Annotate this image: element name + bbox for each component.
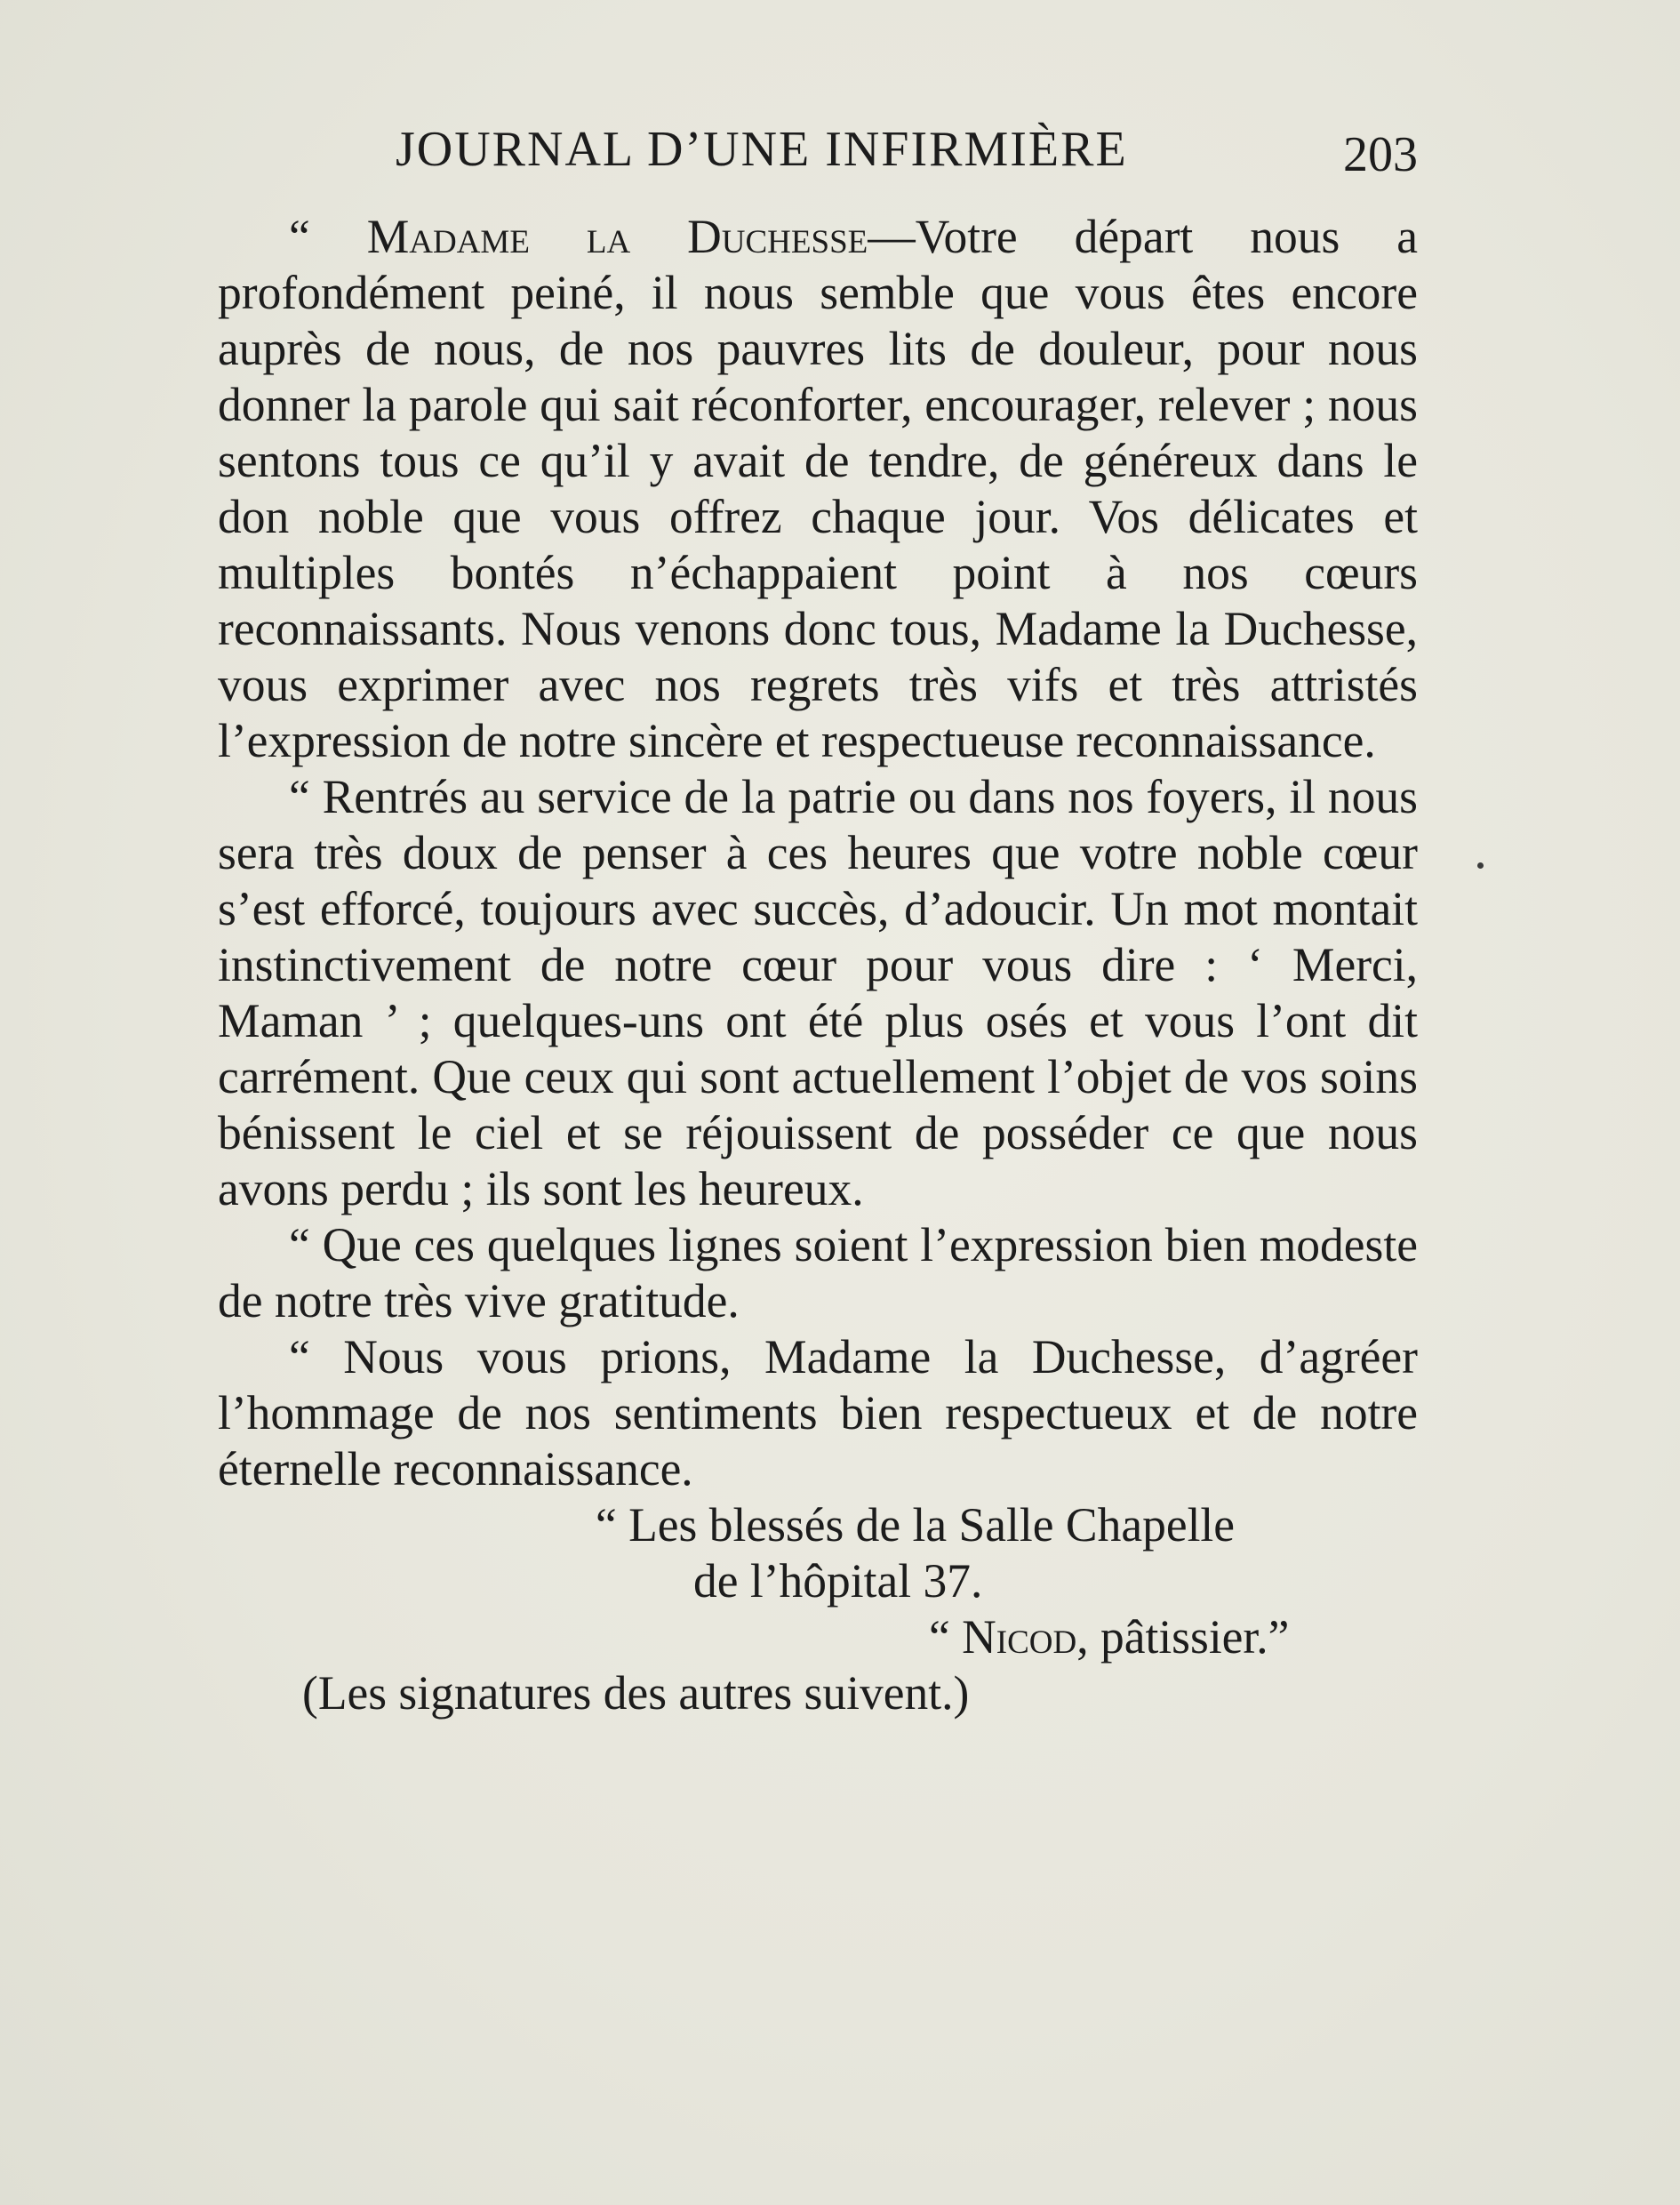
paragraph-1	[218, 209, 1418, 769]
signature-name: Nicod	[962, 1610, 1077, 1664]
closing-note: (Les signatures des autres suivent.)	[302, 1666, 970, 1720]
paragraph-1-text: —Votre départ nous a profondément peiné, il nous semble que vous êtes encore auprès de nous, de nos pauvres lits de douleur, pour nous donner la parole qui sait réconforter, encourager, relever ; nous sentons tous ce qu’il y avait de tendre, de généreux dans le don noble que vous offrez chaque jour. Vos délicates et multiples bontés n’échappaient point à nos cœurs reconnaissants. Nous venons donc tous, Madame la Duchesse, vous exprimer avec nos regrets très vifs et très attristés l’expression de notre sincère et respectueuse reconnaissance.	[218, 210, 1419, 767]
letter-text	[218, 209, 1418, 1721]
page-header	[218, 114, 1418, 185]
paragraph-4: “ Nous vous prions, Madame la Duchesse, d’agréer l’hommage de nos sentiments bien respectueux et de notre éternelle reconnaissance.	[218, 1330, 1418, 1495]
signature-line-2: de l’hôpital 37.	[693, 1554, 983, 1608]
running-title: JOURNAL D’UNE INFIRMIÈRE	[396, 122, 1128, 177]
salutation: Madame la Duchesse	[366, 210, 868, 263]
signature-line-3	[218, 1609, 1418, 1665]
signature-line-1: “ Les blessés de la Salle Chapelle	[596, 1498, 1236, 1552]
signature-open-quote: “	[929, 1610, 963, 1664]
signature-role: , pâtissier.”	[1076, 1610, 1290, 1664]
paragraph-2: “ Rentrés au service de la patrie ou dans nos foyers, il nous sera très doux de penser à ces heures que votre noble cœur s’est efforcé, toujours avec succès, d’adoucir. Un mot montait instinctivement de notre cœur pour vous dire : ‘ Merci, Maman ’ ; quelques-uns ont été plus osés et vous l’ont dit carrément. Que ceux qui sont actuellement l’objet de vos soins bénissent le ciel et se réjouissent de posséder ce que nous avons perdu ; ils sont les heureux.	[218, 770, 1418, 1215]
paper-speck	[1477, 862, 1484, 869]
paragraph-3: “ Que ces quelques lignes soient l’expression bien modeste de notre très vive gratitude.	[218, 1218, 1418, 1327]
page-number: 203	[1343, 127, 1418, 182]
salutation-open-quote: “	[289, 210, 367, 263]
